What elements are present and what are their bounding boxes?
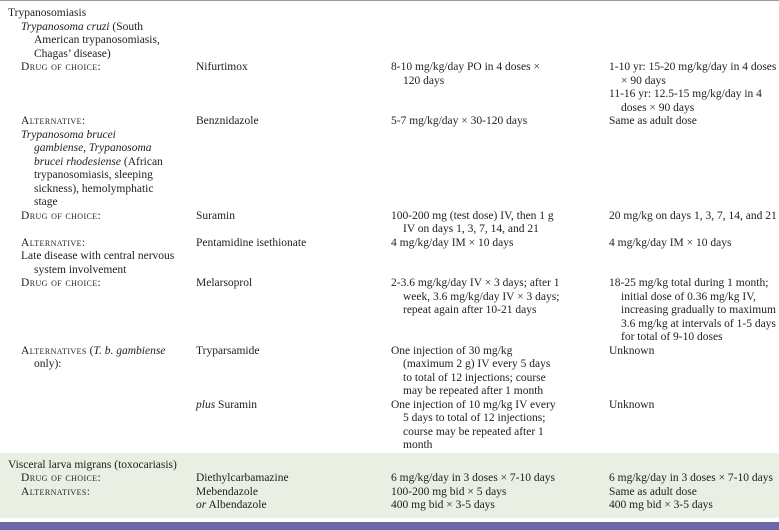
small-caps-label: Drug of choice: — [21, 277, 102, 289]
drug-cell — [196, 345, 391, 359]
text-run: system involvement — [34, 263, 127, 276]
text-run: Benznidazole — [196, 115, 259, 127]
text-line — [0, 115, 196, 129]
text-run: 120 days — [403, 74, 445, 87]
text-line — [391, 426, 609, 440]
text-line — [609, 102, 779, 116]
table-row — [0, 459, 779, 473]
table-row — [0, 250, 779, 277]
condition-cell — [0, 486, 196, 500]
text-line — [196, 61, 391, 75]
text-line — [0, 196, 196, 210]
condition-cell — [0, 472, 196, 486]
text-run: 18-25 mg/kg total during 1 month; — [609, 277, 769, 289]
adult-dosage-cell — [391, 472, 609, 486]
text-run: 1-10 yr: 15-20 mg/kg/day in 4 doses — [609, 61, 777, 73]
text-line — [609, 277, 779, 291]
text-line — [391, 399, 609, 413]
text-run: Suramin — [196, 209, 235, 222]
condition-cell — [0, 210, 196, 224]
condition-cell — [0, 345, 196, 372]
condition-cell — [0, 459, 196, 473]
text-line — [0, 264, 196, 278]
pediatric-dosage-cell — [609, 486, 779, 513]
text-line — [0, 7, 196, 21]
small-caps-label: Drug of choice: — [21, 472, 102, 484]
text-run: 3.6 mg/kg at intervals of 1-5 days — [621, 317, 776, 330]
text-run: (maximum 2 g) IV every 5 days — [403, 358, 551, 370]
text-line — [391, 75, 609, 89]
condition-cell — [0, 277, 196, 291]
text-run: Pentamidine isethionate — [196, 236, 307, 249]
text-run: Visceral larva migrans (toxocariasis) — [8, 458, 177, 471]
text-run: 4 mg/kg/day IM × 10 days — [609, 236, 732, 249]
text-line — [391, 486, 609, 500]
text-line — [391, 210, 609, 224]
small-caps-label: Alternative: — [21, 236, 86, 249]
text-run: Diethylcarbamazine — [196, 472, 289, 484]
text-run: course may be repeated after 1 — [403, 425, 544, 438]
condition-cell — [0, 21, 196, 62]
text-run: month — [403, 439, 433, 451]
table-row — [0, 210, 779, 237]
text-line — [609, 486, 779, 500]
adult-dosage-cell — [391, 277, 609, 318]
table-row — [0, 129, 779, 210]
pediatric-dosage-cell — [609, 472, 779, 486]
table-row — [0, 7, 779, 21]
adult-dosage-cell — [391, 237, 609, 251]
text-run: 400 mg bid × 3-5 days — [391, 499, 495, 511]
text-run: increasing gradually to maximum — [621, 304, 776, 316]
text-run: 2-3.6 mg/kg/day IV × 3 days; after 1 — [391, 277, 560, 289]
text-line — [609, 499, 779, 513]
text-run: to total of 12 injections; course — [403, 371, 546, 384]
text-line — [0, 129, 196, 143]
table-row — [0, 472, 779, 486]
table-row — [0, 277, 779, 345]
text-line — [0, 210, 196, 224]
condition-cell — [0, 237, 196, 251]
dosage-table — [0, 1, 779, 522]
text-run: American trypanosomiasis, — [34, 34, 160, 46]
text-line — [196, 345, 391, 359]
text-line — [0, 61, 196, 75]
text-run: Trypanosomiasis — [8, 7, 87, 19]
drug-cell — [196, 399, 391, 413]
text-line — [0, 48, 196, 62]
adult-dosage-cell — [391, 399, 609, 453]
text-run: week, 3.6 mg/kg/day IV × 3 days; — [403, 290, 560, 303]
text-line — [609, 331, 779, 345]
text-line — [391, 358, 609, 372]
text-run: 5-7 mg/kg/day × 30-120 days — [391, 115, 528, 127]
text-run: doses × 90 days — [621, 101, 695, 114]
text-run: 100-200 mg bid × 5 days — [391, 485, 507, 498]
bottom-accent-bar — [0, 522, 779, 530]
text-run: Same as adult dose — [609, 485, 697, 498]
text-run: sickness), hemolymphatic — [34, 182, 154, 195]
text-line — [0, 472, 196, 486]
text-line — [196, 210, 391, 224]
text-line — [609, 472, 779, 486]
small-caps-label: Alternative: — [21, 115, 86, 127]
italic-text: or — [196, 499, 207, 511]
italic-text: Trypanosoma cruzi — [21, 20, 110, 33]
drug-cell — [196, 486, 391, 513]
text-run: 6 mg/kg/day in 3 doses × 7-10 days — [609, 472, 773, 484]
pediatric-dosage-cell — [609, 237, 779, 251]
text-line — [391, 372, 609, 386]
condition-cell — [0, 61, 196, 75]
text-line — [196, 237, 391, 251]
italic-text: T. b. gambiense — [93, 344, 166, 357]
text-line — [391, 291, 609, 305]
text-run: Unknown — [609, 344, 655, 357]
drug-cell — [196, 210, 391, 224]
text-run: 8-10 mg/kg/day PO in 4 doses × — [391, 61, 540, 73]
text-run: Late disease with central nervous — [21, 250, 175, 262]
text-line — [196, 486, 391, 500]
text-line — [0, 486, 196, 500]
small-caps-label: Alternatives: — [21, 485, 91, 498]
text-line — [609, 237, 779, 251]
text-run: (African — [120, 155, 163, 168]
text-run: Albendazole — [206, 499, 267, 511]
table-row — [0, 21, 779, 62]
text-line — [391, 237, 609, 251]
text-run: Tryparsamide — [196, 344, 260, 357]
text-run: Same as adult dose — [609, 115, 697, 127]
text-run: Melarsoprol — [196, 277, 253, 289]
small-caps-label: Drug of choice: — [21, 61, 102, 73]
italic-text: brucei rhodesiense — [34, 155, 121, 168]
text-line — [0, 345, 196, 359]
text-run: Nifurtimox — [196, 61, 248, 73]
text-run: only): — [34, 358, 62, 370]
text-line — [0, 250, 196, 264]
text-line — [609, 399, 779, 413]
text-run: Unknown — [609, 398, 655, 411]
text-run: × 90 days — [621, 74, 666, 87]
text-line — [391, 345, 609, 359]
text-run: 5 days to total of 12 injections; — [403, 412, 546, 424]
text-line — [0, 277, 196, 291]
text-line — [391, 499, 609, 513]
text-line — [609, 345, 779, 359]
text-run: 4 mg/kg/day IM × 10 days — [391, 236, 514, 249]
small-caps-label: Drug of choice: — [21, 209, 102, 222]
text-run: for total of 9-10 doses — [621, 331, 723, 343]
text-line — [609, 210, 779, 224]
text-line — [391, 304, 609, 318]
italic-text: Trypanosoma brucei — [21, 128, 116, 141]
text-run: stage — [34, 196, 58, 208]
text-run: 20 mg/kg on days 1, 3, 7, 14, and 21 — [609, 209, 777, 222]
text-line — [0, 183, 196, 197]
adult-dosage-cell — [391, 345, 609, 399]
text-line — [0, 156, 196, 170]
table-row — [0, 237, 779, 251]
adult-dosage-cell — [391, 486, 609, 513]
text-run: trypanosomiasis, sleeping — [34, 169, 153, 181]
text-run: 400 mg bid × 3-5 days — [609, 499, 713, 511]
text-run: IV on days 1, 3, 7, 14, and 21 — [403, 223, 539, 235]
small-caps-label: Alternatives — [21, 344, 87, 357]
condition-cell — [0, 115, 196, 129]
text-line — [0, 169, 196, 183]
pediatric-dosage-cell — [609, 61, 779, 115]
text-line — [609, 115, 779, 129]
text-line — [609, 88, 779, 102]
pediatric-dosage-cell — [609, 277, 779, 345]
table-row — [0, 115, 779, 129]
pediatric-dosage-cell — [609, 399, 779, 413]
text-line — [609, 318, 779, 332]
text-line — [196, 472, 391, 486]
text-run: ( — [86, 344, 94, 357]
text-line — [0, 358, 196, 372]
condition-cell — [0, 250, 196, 277]
table-row — [0, 486, 779, 513]
text-line — [0, 34, 196, 48]
table-row — [0, 399, 779, 453]
text-run: may be repeated after 1 month — [403, 385, 544, 397]
text-run: Mebendazole — [196, 485, 258, 498]
italic-text: plus — [196, 398, 216, 411]
text-line — [0, 21, 196, 35]
text-line — [391, 385, 609, 399]
condition-cell — [0, 129, 196, 210]
drug-cell — [196, 237, 391, 251]
text-line — [196, 115, 391, 129]
text-line — [391, 277, 609, 291]
table-row — [0, 345, 779, 399]
text-line — [391, 223, 609, 237]
text-line — [391, 412, 609, 426]
text-run: 6 mg/kg/day in 3 doses × 7-10 days — [391, 472, 555, 484]
drug-cell — [196, 115, 391, 129]
text-line — [609, 61, 779, 75]
text-run: One injection of 30 mg/kg — [391, 344, 513, 357]
text-run: repeat again after 10-21 days — [403, 304, 537, 316]
italic-text: gambiense, Trypanosoma — [34, 142, 152, 154]
adult-dosage-cell — [391, 61, 609, 88]
drug-cell — [196, 277, 391, 291]
text-run: Suramin — [215, 398, 258, 411]
table-section — [0, 7, 779, 453]
text-line — [609, 75, 779, 89]
table-row — [0, 61, 779, 115]
pediatric-dosage-cell — [609, 210, 779, 224]
condition-cell — [0, 7, 196, 21]
text-line — [0, 142, 196, 156]
text-line — [196, 499, 391, 513]
text-run: One injection of 10 mg/kg IV every — [391, 398, 556, 411]
adult-dosage-cell — [391, 210, 609, 237]
text-run: Chagas’ disease) — [34, 47, 111, 60]
adult-dosage-cell — [391, 115, 609, 129]
text-run: 11-16 yr: 12.5-15 mg/kg/day in 4 — [609, 88, 762, 100]
text-line — [391, 472, 609, 486]
drug-cell — [196, 61, 391, 75]
text-run: initial dose of 0.36 mg/kg IV, — [621, 290, 756, 303]
text-line — [0, 459, 196, 473]
text-run: (South — [109, 20, 144, 33]
text-line — [391, 61, 609, 75]
text-run: 100-200 mg (test dose) IV, then 1 g — [391, 209, 554, 222]
text-line — [391, 439, 609, 453]
pediatric-dosage-cell — [609, 115, 779, 129]
text-line — [609, 291, 779, 305]
text-line — [609, 304, 779, 318]
table-section-shaded — [0, 453, 779, 518]
text-line — [0, 237, 196, 251]
pediatric-dosage-cell — [609, 345, 779, 359]
text-line — [391, 115, 609, 129]
drug-cell — [196, 472, 391, 486]
text-line — [196, 277, 391, 291]
text-line — [196, 399, 391, 413]
